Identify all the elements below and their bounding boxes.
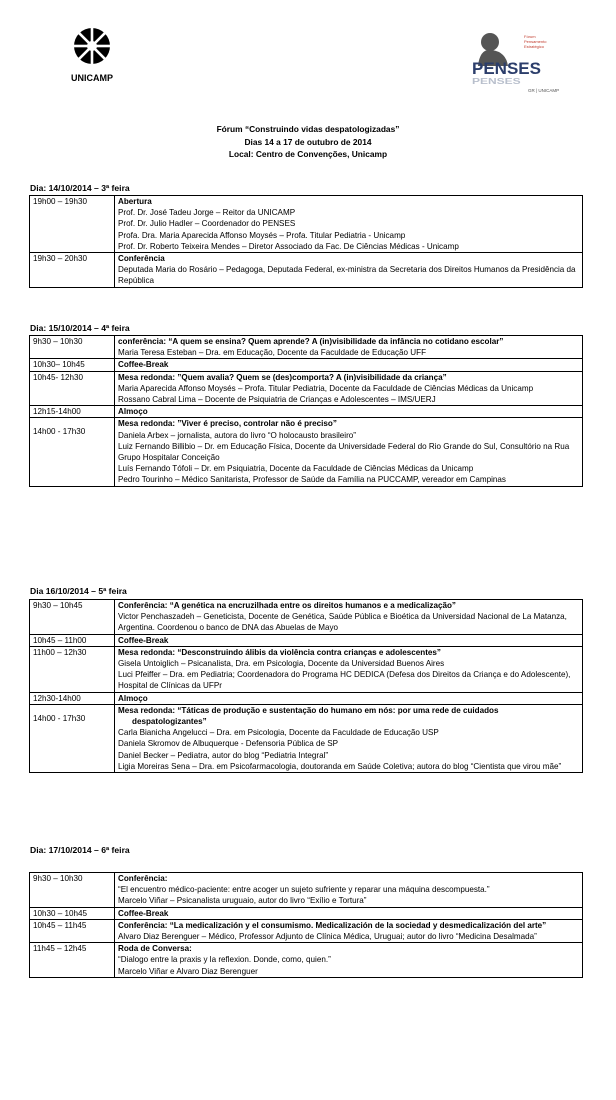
svg-text:Fórum: Fórum bbox=[524, 34, 536, 39]
session-title: Conferência bbox=[118, 254, 165, 264]
time-cell: 14h00 - 17h30 bbox=[30, 704, 115, 772]
time-cell: 14h00 - 17h30 bbox=[30, 418, 115, 486]
quote: “El encuentro médico-paciente: entre acoger un sujeto sufriente y reparar una máquina descompuesta.” bbox=[118, 885, 490, 895]
participant: Ligia Moreiras Sena – Dra. em Psicofarmacologia, doutoranda em Saúde Coletiva; autora do blog “Cientista que virou mãe” bbox=[118, 761, 562, 771]
session-title: Conferência: “A genética na encruzilhada entre os direitos humanos e a medicalização” bbox=[118, 601, 456, 610]
time-cell: 10h45- 12h30 bbox=[30, 371, 115, 406]
session-cell bbox=[115, 418, 583, 486]
participant: Maria Aparecida Affonso Moysés – Profa. Titular Pediatria, Docente da Faculdade de Ciências Médicas da Unicamp bbox=[118, 383, 534, 393]
penses-logo bbox=[466, 22, 562, 94]
day-1-label: Dia: 14/10/2014 – 3ª feira bbox=[30, 183, 130, 193]
session-cell bbox=[115, 919, 583, 942]
time-cell: 10h45 – 11h45 bbox=[30, 919, 115, 942]
svg-text:Estratégico: Estratégico bbox=[524, 44, 545, 49]
time-cell: 10h30– 10h45 bbox=[30, 359, 115, 371]
session-cell bbox=[115, 336, 583, 359]
session-title: Conferência: bbox=[118, 874, 168, 883]
session-title: Almoço bbox=[118, 693, 148, 703]
session-title: Coffee-Break bbox=[118, 360, 169, 370]
participant: Deputada Maria do Rosário – Pedagoga, Deputada Federal, ex-ministra da Secretaria dos Direitos Humanos da Presidência da República bbox=[118, 265, 576, 286]
svg-text:Pensamento: Pensamento bbox=[524, 39, 547, 44]
session-cell bbox=[115, 371, 583, 406]
session-title: conferência: “A quem se ensina? Quem aprende? A (in)visibilidade da infância no cotidano escolar” bbox=[118, 337, 504, 346]
day-3-label: Dia 16/10/2014 – 5ª feira bbox=[30, 586, 127, 596]
session-title: Abertura bbox=[118, 197, 152, 206]
session-cell bbox=[115, 873, 583, 908]
table-row bbox=[30, 406, 583, 418]
svg-text:PENSES: PENSES bbox=[472, 77, 521, 87]
session-title: Mesa redonda: ”Viver é preciso, controlar não é preciso” bbox=[118, 419, 337, 429]
session-title: Roda de Conversa: bbox=[118, 944, 192, 954]
day-4-table bbox=[29, 872, 583, 978]
participant: Luci Pfeiffer – Dra. em Pediatria; Coordenadora do Programa HC DEDICA (Defesa dos Direitos da Criança e do Adolescente), Hospital de Clínicas da UFPr bbox=[118, 670, 571, 691]
time-cell: 12h15-14h00 bbox=[30, 406, 115, 418]
session-cell bbox=[115, 196, 583, 253]
unicamp-logo bbox=[52, 22, 132, 84]
session-title-cont: despatologizantes” bbox=[132, 717, 207, 727]
session-cell bbox=[115, 646, 583, 692]
quote: “Dialogo entre la praxis y la reflexion. Donde, como, quien.” bbox=[118, 955, 331, 965]
session-title: Conferência: “La medicalización y el consumismo. Medicalización de la sociedad y desmedicalización del arte” bbox=[118, 920, 547, 930]
participant: Luiz Fernando Billibio – Dr. em Educação Física, Docente da Universidade Federal do Rio Grande do Sul, Consultório na Rua Grupo Hospitalar Conceição bbox=[118, 441, 570, 463]
table-row bbox=[30, 418, 583, 486]
participant: Prof. Dr. Roberto Teixeira Mendes – Diretor Associado da Fac. De Ciências Médicas - Unicamp bbox=[118, 241, 459, 251]
unicamp-logo-text: UNICAMP bbox=[71, 73, 113, 83]
time-cell: 11h00 – 12h30 bbox=[30, 646, 115, 692]
forum-dates: Dias 14 a 17 de outubro de 2014 bbox=[244, 136, 372, 147]
session-cell bbox=[115, 253, 583, 288]
session-cell bbox=[115, 704, 583, 772]
session-cell bbox=[115, 907, 583, 919]
session-title: Mesa redonda: ”Quem avalia? Quem se (des)comporta? A (in)visibilidade da criança” bbox=[118, 372, 447, 382]
participant: Carla Bianicha Angelucci – Dra. em Psicologia, Docente da Faculdade de Educação USP bbox=[118, 728, 439, 738]
forum-location: Local: Centro de Convenções, Unicamp bbox=[228, 149, 388, 159]
time-cell: 9h30 – 10h45 bbox=[30, 600, 115, 635]
time-cell: 9h30 – 10h30 bbox=[30, 873, 115, 908]
session-cell bbox=[115, 359, 583, 371]
table-row bbox=[30, 634, 583, 646]
table-row bbox=[30, 371, 583, 406]
participant: Rossano Cabral Lima – Docente de Psiquiatria de Crianças e Adolescentes – IMS/UERJ bbox=[118, 395, 436, 405]
participant: Marcelo Viñar – Psicanalista uruguaio, autor do livro “Exílio e Tortura” bbox=[118, 896, 367, 906]
time-cell: 9h30 – 10h30 bbox=[30, 336, 115, 359]
time-cell: 19h00 – 19h30 bbox=[30, 196, 115, 253]
time-cell: 19h30 – 20h30 bbox=[30, 253, 115, 288]
session-cell bbox=[115, 600, 583, 635]
participant: Luís Fernando Tófoli – Dr. em Psiquiatria, Docente da Faculdade de Ciências Médicas da Unicamp bbox=[118, 464, 474, 474]
participant: Profa. Dra. Maria Aparecida Affonso Moysés – Profa. Titular Pediatria - Unicamp bbox=[118, 230, 406, 240]
session-title: Coffee-Break bbox=[118, 908, 169, 918]
participant: Alvaro Diaz Berenguer – Médico, Professor Adjunto de Clínica Médica, Uruguai; autor do livro “Medicina Desalmada” bbox=[118, 932, 537, 942]
table-row bbox=[30, 907, 583, 919]
table-row bbox=[30, 600, 583, 635]
participant: Gisela Untoiglich – Psicanalista, Dra. em Psicologia, Docente da Universidad Buenos Aires bbox=[118, 659, 445, 669]
participant: Daniela Arbex – jornalista, autora do livro “O holocausto brasileiro” bbox=[118, 430, 356, 440]
participant: Daniel Becker – Pediatra, autor do blog “Pediatria Integral” bbox=[118, 750, 329, 760]
table-row bbox=[30, 336, 583, 359]
session-title: Coffee-Break bbox=[118, 635, 169, 645]
session-cell bbox=[115, 634, 583, 646]
session-title: Almoço bbox=[118, 407, 148, 417]
time-cell: 12h30-14h00 bbox=[30, 692, 115, 704]
table-row bbox=[30, 943, 583, 978]
table-row bbox=[30, 196, 583, 253]
table-row bbox=[30, 919, 583, 942]
day-3-table bbox=[29, 599, 583, 773]
time-cell: 10h45 – 11h00 bbox=[30, 634, 115, 646]
table-row bbox=[30, 359, 583, 371]
session-title: Mesa redonda: “Desconstruindo álibis da violência contra crianças e adolescentes” bbox=[118, 647, 441, 657]
participant: Maria Teresa Esteban – Dra. em Educação, Docente da Faculdade de Educação UFF bbox=[118, 348, 427, 358]
session-title: Mesa redonda: “Táticas de produção e sustentação do humano em nós: por uma rede de cuidados bbox=[118, 705, 499, 715]
table-row bbox=[30, 704, 583, 772]
table-row bbox=[30, 692, 583, 704]
day-2-table bbox=[29, 335, 583, 487]
table-row bbox=[30, 646, 583, 692]
penses-subtitle: GR | UNICAMP bbox=[528, 88, 560, 93]
participant: Victor Penchaszadeh – Geneticista, Docente de Genética, Saúde Pública e Bioética da Universidad Nacional de La Matanza, Argentina. Coordenou o banco de DNA das Abuelas de Mayo bbox=[118, 612, 567, 633]
forum-title: Fórum “Construindo vidas despatologizadas” bbox=[216, 124, 400, 134]
day-1-table bbox=[29, 195, 583, 288]
participant: Prof. Dr. Julio Hadler – Coordenador do PENSES bbox=[118, 219, 296, 229]
time-cell: 11h45 – 12h45 bbox=[30, 943, 115, 978]
table-row bbox=[30, 253, 583, 288]
session-cell bbox=[115, 406, 583, 418]
day-2-label: Dia: 15/10/2014 – 4ª feira bbox=[30, 323, 130, 333]
document-header bbox=[0, 123, 616, 161]
day-4-label: Dia: 17/10/2014 – 6ª feira bbox=[30, 845, 130, 855]
session-cell bbox=[115, 692, 583, 704]
penses-logo-text: PENSES bbox=[472, 59, 541, 78]
participant: Marcelo Viñar e Alvaro Diaz Berenguer bbox=[118, 966, 258, 976]
time-cell: 10h30 – 10h45 bbox=[30, 907, 115, 919]
participant: Pedro Tourinho – Médico Sanitarista, Professor de Saúde da Família na PUCCAMP, vereador em Campinas bbox=[118, 475, 506, 485]
participant: Daniela Skromov de Albuquerque - Defensoria Pública de SP bbox=[118, 739, 339, 749]
participant: Prof. Dr. José Tadeu Jorge – Reitor da UNICAMP bbox=[118, 208, 296, 218]
table-row bbox=[30, 873, 583, 908]
session-cell bbox=[115, 943, 583, 978]
